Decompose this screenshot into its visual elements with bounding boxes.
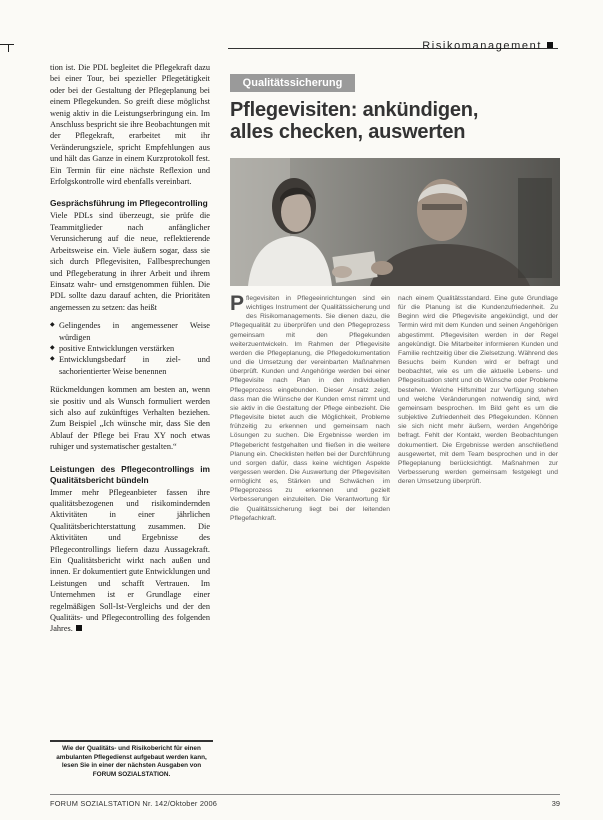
end-square-icon [76,625,82,631]
headline-line-1: Pflegevisiten: ankündigen, [230,99,479,121]
crop-mark [0,44,14,45]
article-column-1 [230,294,390,523]
left-paragraph-4-text: Immer mehr Pflegeanbieter fassen ihre qualitätsbezogenen und risikomindernden Aktivitäten in einer jährlichen Qualitätsberichterstattung zusammen. Die Aktivitäten und Ergebnisse des Pflegecontrollings liefern dazu Aussagekraft. Ein Qualitätsbericht wirkt nach außen und innen. Er dokumentiert gute Entwicklungen und Leistungen und schafft Vertrauen. Im Unternehmen ist er Grundlage einer regelmäßigen Soll-Ist-Vergleichs und der den Qualitäts- und Pflegecontrolling des folgenden Jahres. [50,487,210,634]
article-column-2 [398,294,558,489]
left-paragraph-4 [50,487,210,635]
footer-rule [50,794,560,795]
left-paragraph-3: Rückmeldungen kommen am besten an, wenn sie positiv und als Wunsch formuliert werden sich also auf zukünftiges Verhalten beziehen. Zum Beispiel „Ich wünsche mir, dass Sie den Ablauf der Pflege bei Frau XY noch etwas ruhiger und systematischer gestalten.“ [50,385,210,452]
section-title [422,40,553,52]
bullet-list [50,320,210,377]
page-number: 39 [551,799,560,808]
list-item: ◆ positive Entwicklungen verstärken [50,343,210,354]
list-item: ◆ Gelingendes in angemessener Weise würdigen [50,320,210,343]
article-column-2-text: nach einem Qualitätsstandard. Eine gute Grundlage für die Planung ist die Kundenzufriedenheit. Zu Beginn wird die Pflegevisite angekündigt, und der Termin wird mit dem Kunden und seinen Angehörigen abgestimmt. Pflegevisiten werden in der Regel angekündigt. Die Mitarbeiter informieren Kunden und Familie rechtzeitig über die Zielsetzung. Während des Besuchs beim Kunden wird er befragt und beobachtet, wie es um die aktuelle Lebens- und Pflegesituation steht und ob Wünsche oder Probleme bestehen. Welche Hilfsmittel zur Verfügung stehen und welche Veränderungen notwendig sind, wird gemeinsam besprochen. Im Bild geht es um die subjektive Zufriedenheit des Pflegekunden. Können sie sich nicht mehr äußern, werden Angehörige befragt. Fehlt der Kontakt, werden Beobachtungen dokumentiert. Die Ergebnisse werden anschließend ausgewertet, mit dem Team besprochen und in der Pflegeplanung berücksichtigt. Maßnahmen zur Verbesserung werden gemeinsam festgelegt und deren Umsetzung überprüft. [398,295,558,486]
article-headline [230,99,560,143]
left-column [50,62,210,642]
section-title-text: Risikomanagement [422,40,542,52]
headline-line-2: alles checken, auswerten [230,121,466,143]
drop-cap: P [230,292,245,315]
kicker-label: Qualitätssicherung [230,74,355,92]
subheading-qualitaetsbericht: Leistungen des Pflegecontrollings im Qualitätsbericht bündeln [50,463,210,485]
left-paragraph-2: Viele PDLs sind überzeugt, sie prüfe die Teammitglieder nach anfänglicher Verunsicherung auf die neue, reflektierende Arbeitsweise ein. Viele äußern sogar, dass sie sich durch Pflegevisiten, Fallbesprechungen und Pflegeberatung in ihrer Arbeit und ihrem Einsatz wahr- und ernstgenommen fühlen. Die PDL sollte dazu darauf achten, die Prioritäten angemessen zu setzen: das heißt [50,211,210,312]
subheading-gespraechsfuehrung: Gesprächsführung im Pflegecontrolling [50,198,208,209]
article-column-1-text: flegevisiten in Pflegeeinrichtungen sind ein wichtiges Instrument der Qualitätssicherung und des Risikomanagements. Sie dienen dazu, die Pflegequalität zu überprüfen und den Pflegeprozess gemeinsam mit den Pflegekunden weiterzuentwickeln. Im Rahmen der Pflegevisite werden die Pflegeplanung, die Pflegedokumentation und die Umsetzung der vereinbarten Maßnahmen überprüft. Kunden und Angehörige werden bei einer Pflegevisite nach Plan in den individuellen Pflegeprozess eingebunden. Dieser Ansatz zeigt, dass man die Wünsche der Kunden ernst nimmt und sie aktiv in die Gestaltung der Pflege einbezieht. Die Pflegevisite bietet auch die Möglichkeit, Probleme frühzeitig zu erkennen und gemeinsam nach Lösungen zu suchen. Die Ergebnisse werden im Pflegebericht festgehalten und fließen in die weitere Planung ein. Checklisten helfen bei der Durchführung und sorgen dafür, dass keine wichtigen Aspekte vergessen werden. Die Auswertung der Pflegevisiten ermöglicht es, Stärken und Schwächen im Pflegeprozess zu erkennen und gezielt Verbesserungen einzuleiten. Die Verantwortung für die Qualitätssicherung liegt bei der leitenden Pflegefachkraft. [230,295,390,522]
square-icon [547,42,553,48]
article-photo [230,158,560,286]
left-intro-paragraph: tion ist. Die PDL begleitet die Pflegekraft dazu bei einer Tour, bei spezieller Pflegetätigkeit oder bei der Gestaltung der Pflegeplanung bei einem Pflegekunden. So greift diese möglichst wenig aktiv in die Leistungserbringung ein. Im Anschluss bespricht sie ihre Beobachtungen mit der Pflegekraft, erarbeitet mit ihr Veränderungsziele, spricht Empfehlungen aus und hält das Ganze in einem Kurzprotokoll fest. Ein Termin für eine nächste Reflexion und Erfolgskontrolle wird ebenfalls vereinbart. [50,63,210,187]
photo-nurse-and-patient [230,158,560,286]
footer-publication: FORUM SOZIALSTATION Nr. 142/Oktober 2006 [50,799,218,808]
info-box: Wie der Qualitäts- und Risikobericht für einen ambulanten Pflegedienst aufgebaut werden kann, lesen Sie in einer der nächsten Ausgaben von FORUM SOZIALSTATION. [50,740,213,779]
list-item: ◆ Entwicklungsbedarf in ziel- und sachorientierter Weise benennen [50,354,210,377]
crop-mark [8,44,9,52]
